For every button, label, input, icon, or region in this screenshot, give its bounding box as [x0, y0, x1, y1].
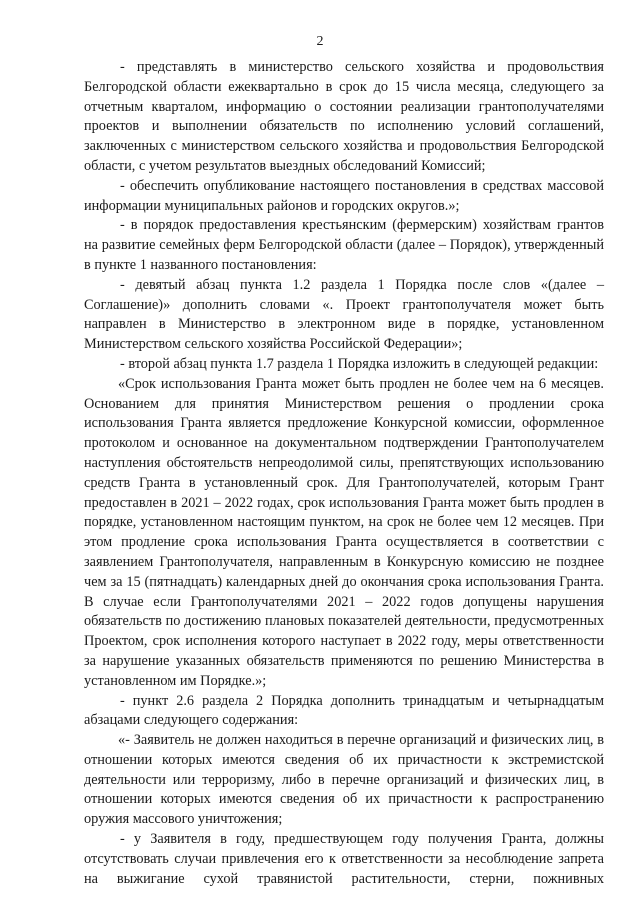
- paragraph-procedure-intro: - в порядок предоставления крестьянским (фермерским) хозяйствам грантов на развитие семейных ферм Белгородской области (далее – Порядок), утвержденный в пункте 1 названного постановления:: [84, 217, 604, 273]
- paragraph-applicant-fire: - у Заявителя в году, предшествующем году получения Гранта, должны отсутствовать случаи привлечения его к ответственности за несоблюдение запрета на выжигание сухой травянистой растительности, стерни, пожнивных: [84, 831, 604, 887]
- paragraph-present-info: - представлять в министерство сельского хозяйства и продовольствия Белгородской области ежеквартально в срок до 15 числа месяца, следующего за отчетным кварталом, информацию о состоянии реализации грантополучателями проектов и выполнении обязательств по исполнению условий соглашений, заключенных с министерством сельского хозяйства и продовольствия Белгородской области, с учетом результатов выездных обследований Комиссий;: [84, 59, 604, 174]
- paragraph-grant-term-quote: «Срок использования Гранта может быть продлен не более чем на 6 месяцев. Основанием для принятия Министерством решения о продлении срока использования Гранта является предложение Конкурсной комиссии, оформленное протоколом и основанное на документальном подтверждении Грантополучателем наступления обстоятельств непреодолимой силы, препятствующих использованию средств Гранта в установленный срок. Для Грантополучателей, которым Грант предоставлен в 2021 – 2022 годах, срок использования Гранта может быть продлен в порядке, установленном настоящим пунктом, на срок не более чем 12 месяцев. При этом продление срока использования Гранта осуществляется в соответствии с заявлением Грантополучателя, направленным в Конкурсную комиссию не позднее чем за 15 (пятнадцать) календарных дней до окончания срока использования Гранта. В случае если Грантополучателями 2021 – 2022 годов допущены нарушения обязательств по достижению плановых показателей деятельности, предусмотренных Проектом, срок исполнения которого наступает в 2022 году, меры ответственности за нарушение указанных обязательств применяются по решению Министерства в установленном им Порядке.»;: [84, 375, 604, 689]
- document-body: [84, 58, 604, 889]
- paragraph-applicant-list: «- Заявитель не должен находиться в перечне организаций и физических лиц, в отношении которых имеются сведения об их причастности к экстремистской деятельности или терроризму, либо в перечне организаций и физических лиц, в отношении которых имеются сведения об их причастности к распространению оружия массового уничтожения;: [84, 732, 604, 828]
- paragraph-publish: - обеспечить опубликование настоящего постановления в средствах массовой информации муниципальных районов и городских округов.»;: [84, 177, 604, 214]
- paragraph-clause-2-6: - пункт 2.6 раздела 2 Порядка дополнить тринадцатым и четырнадцатым абзацами следующего содержания:: [84, 692, 604, 729]
- page-number: 2: [316, 34, 324, 49]
- paragraph-clause-1-2: - девятый абзац пункта 1.2 раздела 1 Порядка после слов «(далее – Соглашение)» дополнить словами «. Проект грантополучателя может быть направлен в Министерство в электронном виде в порядке, установленном Министерством сельского хозяйства Российской Федерации»;: [84, 276, 604, 353]
- paragraph-clause-1-7: - второй абзац пункта 1.7 раздела 1 Порядка изложить в следующей редакции:: [120, 355, 599, 372]
